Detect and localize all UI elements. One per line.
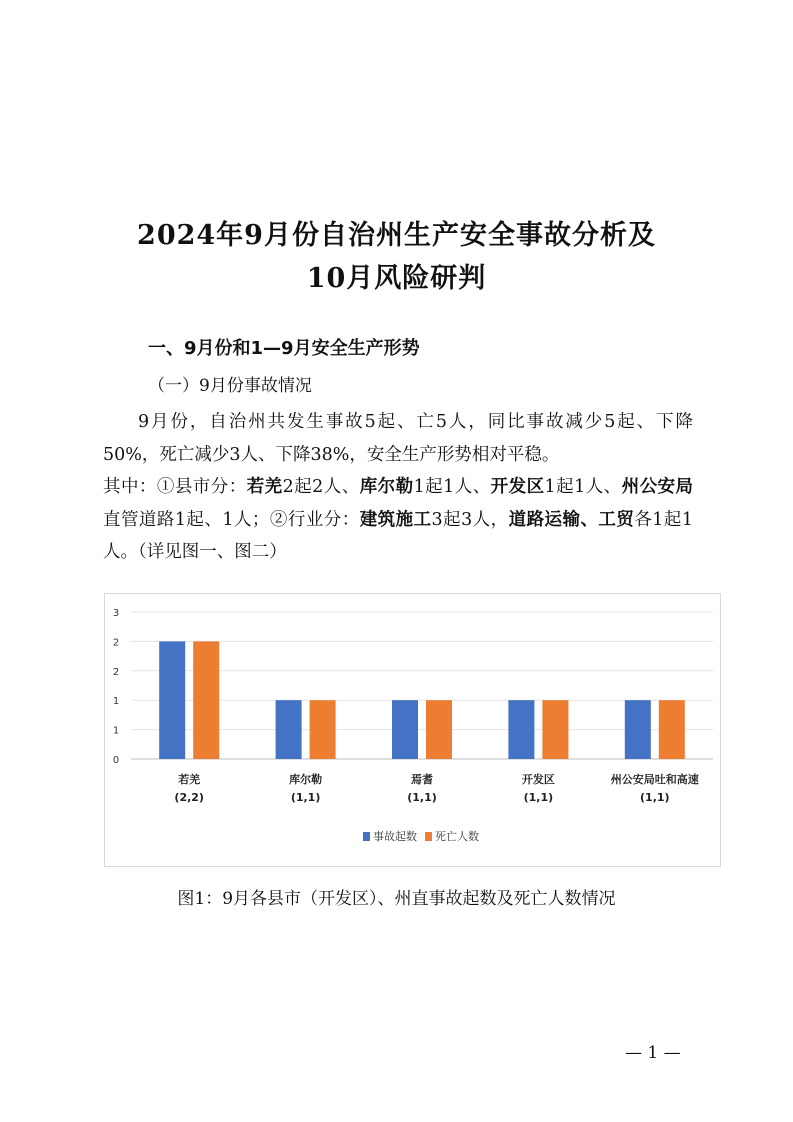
paragraph-sentence-2 [103,471,693,569]
bar-accidents [392,700,418,759]
x-tick-sublabel: (1,1) [407,791,437,804]
bar-deaths [193,641,219,759]
bold-region: 开发区 [490,477,545,498]
bold-industry: 道路运输、工贸 [508,509,635,530]
x-tick-label: 州公安局吐和高速 [610,773,699,786]
subsection-heading: （一）9月份事故情况 [148,376,312,396]
section-heading: 一、9月份和1—9月安全生产形势 [148,338,420,359]
text-span: 1起1人、 [413,477,491,498]
x-tick-sublabel: (1,1) [290,791,321,804]
x-tick-label: 焉耆 [411,773,433,786]
x-tick-sublabel: (2,2) [174,791,204,804]
bar-deaths [310,700,336,759]
chart-canvas [105,594,720,866]
x-tick-label: 若羌 [178,773,201,786]
bold-industry: 建筑施工 [359,509,432,530]
y-tick-label: 1 [112,725,120,737]
y-tick-label: 1 [112,696,120,708]
text-span: 1起1人、 [544,477,622,498]
document-title-line-2: 10月风险研判 [306,263,487,294]
x-tick-label: 开发区 [521,773,555,786]
legend-label: 事故起数 [373,830,417,843]
y-tick-label: 2 [112,637,120,649]
bold-region: 州公安局 [621,477,694,498]
bar-chart [104,593,721,867]
bar-deaths [542,700,568,759]
paragraph-sentence-1: 9月份，自治州共发生事故5起、亡5人，同比事故减少5起、下降50%，死亡减少3人、下降38%，安全生产形势相对平稳。 [103,412,693,465]
bar-accidents [508,700,534,759]
y-tick-label: 3 [112,608,120,619]
legend-swatch [363,832,370,841]
bar-deaths [659,700,685,759]
bold-region: 库尔勒 [359,477,414,498]
bar-accidents [276,700,302,759]
text-span: 3起3人， [431,509,509,530]
bold-region: 若羌 [246,477,283,498]
text-span: 直管道路1起、1人；②行业分： [103,509,360,530]
y-tick-label: 2 [112,666,120,678]
legend-label: 死亡人数 [435,830,479,843]
y-tick-label: 0 [112,755,120,766]
text-span: 各1起1人。（详见图一、图二） [103,509,693,563]
page-number: — 1 — [625,1043,681,1063]
bar-accidents [625,700,651,759]
x-tick-sublabel: (1,1) [640,791,670,804]
body-paragraph [103,406,693,569]
document-title-line-1: 2024年9月份自治州生产安全事故分析及 [137,220,656,251]
x-tick-sublabel: (1,1) [523,791,554,804]
text-span: 其中：①县市分： [103,477,247,498]
bar-deaths [426,700,452,759]
text-span: 2起2人、 [282,477,360,498]
bar-accidents [159,641,185,759]
legend-swatch [425,832,432,841]
figure-caption: 图1：9月各县市（开发区）、州直事故起数及死亡人数情况 [177,889,616,909]
x-tick-label: 库尔勒 [289,773,323,786]
